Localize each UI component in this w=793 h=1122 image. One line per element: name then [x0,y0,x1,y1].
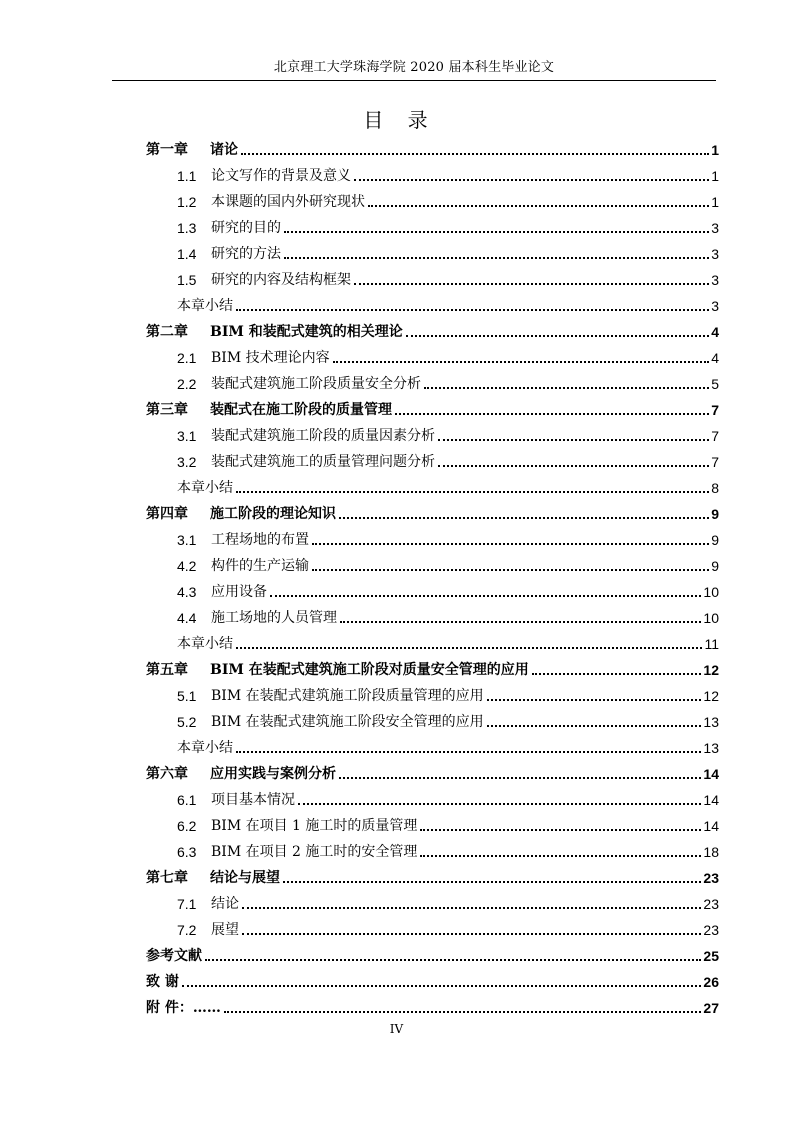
toc-entry-title: 施工场地的人员管理 [211,610,337,626]
toc-entry-title: BIM 在项目 1 施工时的质量管理 [211,818,418,834]
toc-entry-title: 本章小结 [177,298,233,314]
toc-entry-title: BIM 在装配式建筑施工阶段安全管理的应用 [211,714,484,730]
toc-entry-page: 9 [711,532,719,548]
toc-title: 目 录 [363,108,430,132]
toc-section-entry[interactable] [146,602,719,628]
toc-entry-number: 5.2 [177,714,197,730]
toc-entry-page: 25 [703,948,719,964]
toc-entry-number: 7.2 [177,922,197,938]
toc-entry-page: 7 [711,402,719,418]
dot-leader [242,907,701,909]
dot-leader [182,985,702,987]
toc-section-entry[interactable] [146,628,719,654]
toc-entry-number: 1.1 [177,168,197,184]
toc-entry-title: 构件的生产运输 [211,558,309,574]
toc-entry-title: 结论与展望 [210,870,280,886]
dot-leader [340,621,701,623]
toc-section-entry[interactable] [146,420,719,446]
toc-section-entry[interactable] [146,238,719,264]
toc-entry-title: 结论 [211,896,239,912]
dot-leader [406,335,709,337]
toc-chapter-entry[interactable] [146,134,719,160]
toc-entry-title: 装配式建筑施工阶段的质量因素分析 [211,428,435,444]
toc-entry-page: 26 [703,974,719,990]
toc-entry-title: 装配式建筑施工的质量管理问题分析 [211,454,435,470]
toc-entry-page: 9 [711,506,719,522]
toc-entry-number: 2.1 [177,350,197,366]
toc-entry-number: 3.1 [177,428,197,444]
toc-entry-page: 10 [703,610,719,626]
dot-leader [224,1011,702,1013]
dot-leader [487,725,702,727]
page-header: 北京理工大学珠海学院 2020 届本科生毕业论文 [273,60,555,75]
dot-leader [420,855,701,857]
toc-entry-page: 23 [703,896,719,912]
toc-entry-title: BIM 和装配式建筑的相关理论 [210,324,403,340]
toc-chapter-entry[interactable] [146,498,719,524]
toc-section-entry[interactable] [146,160,719,186]
toc-entry-page: 14 [703,766,719,782]
dot-leader [236,751,701,753]
toc-section-entry[interactable] [146,810,719,836]
toc-entry-page: 1 [711,142,719,158]
toc-entry-title: BIM 在项目 2 施工时的安全管理 [211,844,418,860]
toc-entry-number: 第五章 [146,662,188,678]
toc-section-entry[interactable] [146,680,719,706]
toc-entry-page: 23 [703,922,719,938]
toc-entry-number: 3.2 [177,454,197,470]
toc-entry-number: 第二章 [146,324,188,340]
toc-entry-title: 附 件：…… [146,1000,221,1016]
toc-chapter-entry[interactable] [146,940,719,966]
dot-leader [339,517,709,519]
toc-entry-page: 12 [703,662,719,678]
toc-entry-number: 3.1 [177,532,197,548]
toc-entry-title: 研究的内容及结构框架 [211,272,351,288]
toc-entry-title: BIM 技术理论内容 [211,350,330,366]
dot-leader [339,777,701,779]
toc-entry-number: 4.3 [177,584,197,600]
toc-entry-title: 项目基本情况 [211,792,295,808]
toc-entry-number: 第三章 [146,402,188,418]
header-rule [112,80,716,81]
toc-entry-number: 7.1 [177,896,197,912]
toc-entry-title: 参考文献 [146,948,202,964]
dot-leader [333,361,709,363]
dot-leader [438,465,709,467]
dot-leader [284,257,709,259]
toc-entry-title: BIM 在装配式建筑施工阶段质量管理的应用 [211,688,484,704]
toc-section-entry[interactable] [146,706,719,732]
toc-entry-title: 展望 [211,922,239,938]
toc-entry-number: 1.3 [177,220,197,236]
dot-leader [438,439,709,441]
toc-entry-title: 研究的目的 [211,220,281,236]
dot-leader [420,829,701,831]
dot-leader [298,803,701,805]
toc-entry-title: 本章小结 [177,636,233,652]
toc-entry-page: 4 [711,350,719,366]
toc-entry-page: 18 [703,844,719,860]
dot-leader [532,673,702,675]
dot-leader [395,413,709,415]
toc-entry-page: 7 [711,428,719,444]
toc-chapter-entry[interactable] [146,654,719,680]
dot-leader [368,205,709,207]
toc-entry-title: 致 谢 [146,974,179,990]
toc-entry-number: 1.4 [177,246,197,262]
dot-leader [236,647,702,649]
toc-section-entry[interactable] [146,888,719,914]
dot-leader [284,231,709,233]
toc-entry-title: 应用设备 [211,584,267,600]
dot-leader [487,699,702,701]
toc-entry-page: 5 [711,376,719,392]
toc-entry-title: 应用实践与案例分析 [210,766,336,782]
toc-entry-page: 23 [703,870,719,886]
dot-leader [270,595,701,597]
toc-section-entry[interactable] [146,524,719,550]
toc-entry-number: 第四章 [146,506,188,522]
toc-entry-number: 6.3 [177,844,197,860]
toc-entry-page: 3 [711,246,719,262]
toc-entry-number: 5.1 [177,688,197,704]
toc-entry-number: 2.2 [177,376,197,392]
toc-chapter-entry[interactable] [146,992,719,1018]
toc-entry-page: 14 [703,818,719,834]
toc-chapter-entry[interactable] [146,758,719,784]
toc-entry-page: 3 [711,220,719,236]
dot-leader [424,387,709,389]
toc-entry-page: 9 [711,558,719,574]
toc-entry-page: 10 [703,584,719,600]
toc-section-entry[interactable] [146,212,719,238]
toc-entry-title: 装配式在施工阶段的质量管理 [210,402,392,418]
toc-section-entry[interactable] [146,784,719,810]
toc-chapter-entry[interactable] [146,394,719,420]
table-of-contents [146,134,719,1018]
toc-section-entry[interactable] [146,550,719,576]
toc-entry-page: 27 [703,1000,719,1016]
toc-section-entry[interactable] [146,186,719,212]
toc-entry-number: 1.2 [177,194,197,210]
toc-entry-number: 第六章 [146,766,188,782]
toc-entry-page: 1 [711,194,719,210]
toc-entry-title: 施工阶段的理论知识 [210,506,336,522]
toc-entry-page: 12 [703,688,719,704]
toc-entry-number: 6.1 [177,792,197,808]
toc-chapter-entry[interactable] [146,316,719,342]
toc-section-entry[interactable] [146,290,719,316]
toc-section-entry[interactable] [146,342,719,368]
toc-entry-page: 11 [704,636,719,652]
toc-section-entry[interactable] [146,836,719,862]
dot-leader [312,569,709,571]
page-number: IV [389,1022,404,1036]
toc-entry-page: 13 [703,740,719,756]
dot-leader [354,179,709,181]
toc-entry-number: 4.4 [177,610,197,626]
dot-leader [205,959,701,961]
toc-entry-title: 论文写作的背景及意义 [211,168,351,184]
toc-entry-title: 诸论 [210,142,238,158]
toc-section-entry[interactable] [146,264,719,290]
toc-entry-number: 4.2 [177,558,197,574]
toc-entry-number: 第一章 [146,142,188,158]
dot-leader [242,933,701,935]
toc-entry-title: 工程场地的布置 [211,532,309,548]
toc-section-entry[interactable] [146,732,719,758]
toc-entry-title: 装配式建筑施工阶段质量安全分析 [211,376,421,392]
toc-entry-page: 13 [703,714,719,730]
toc-entry-title: 本章小结 [177,740,233,756]
toc-entry-page: 4 [711,324,719,340]
toc-entry-title: 本章小结 [177,480,233,496]
toc-section-entry[interactable] [146,368,719,394]
dot-leader [236,491,709,493]
toc-section-entry[interactable] [146,446,719,472]
toc-section-entry[interactable] [146,914,719,940]
dot-leader [312,543,709,545]
toc-entry-page: 14 [703,792,719,808]
toc-section-entry[interactable] [146,576,719,602]
toc-section-entry[interactable] [146,472,719,498]
toc-entry-title: BIM 在装配式建筑施工阶段对质量安全管理的应用 [210,662,529,678]
toc-chapter-entry[interactable] [146,862,719,888]
toc-chapter-entry[interactable] [146,966,719,992]
toc-entry-title: 本课题的国内外研究现状 [211,194,365,210]
dot-leader [241,153,709,155]
toc-entry-page: 1 [711,168,719,184]
toc-entry-page: 3 [711,272,719,288]
dot-leader [283,881,701,883]
toc-entry-number: 1.5 [177,272,197,288]
toc-entry-page: 7 [711,454,719,470]
dot-leader [354,283,709,285]
toc-entry-page: 3 [711,298,719,314]
dot-leader [236,309,709,311]
toc-entry-title: 研究的方法 [211,246,281,262]
toc-entry-page: 8 [711,480,719,496]
toc-entry-number: 第七章 [146,870,188,886]
toc-entry-number: 6.2 [177,818,197,834]
